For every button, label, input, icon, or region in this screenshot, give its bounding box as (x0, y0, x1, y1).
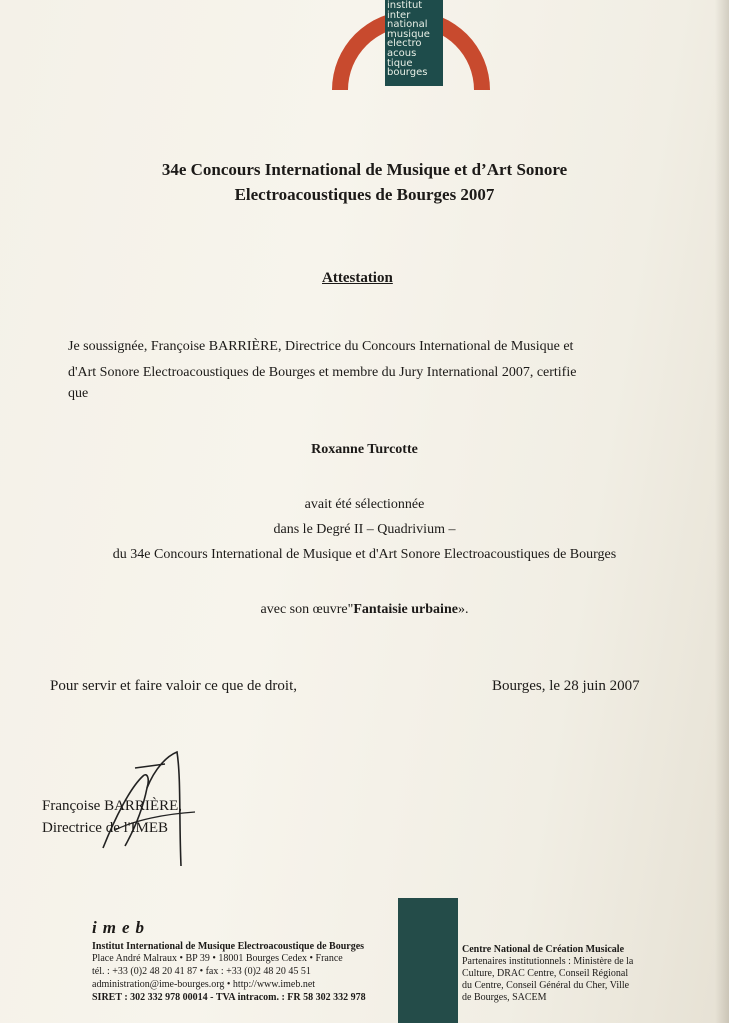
logo-line: tique (387, 57, 413, 69)
selected-line: avait été sélectionnée (304, 497, 425, 512)
logo-line: institut (387, 0, 423, 11)
work-prefix: avec son œuvre" (260, 602, 354, 617)
concours-logo-strip (398, 898, 458, 1023)
work-title: Fantaisie urbaine (353, 602, 458, 617)
footer-left-line: SIRET : 302 332 978 00014 - TVA intracom. : FR 58 302 332 978 (92, 992, 366, 1003)
work-line (0, 602, 729, 618)
body-para-line-3: que (68, 386, 89, 401)
footer-left-line: tél. : +33 (0)2 48 20 41 87 • fax : +33 (0)2 48 20 45 51 (92, 966, 311, 977)
footer-left-line: Institut International de Musique Electroacoustique de Bourges (92, 941, 365, 952)
footer-left-line: Place André Malraux • BP 39 • 18001 Bourges Cedex • France (92, 953, 343, 964)
footer-right-line: du Centre, Conseil Général du Cher, Ville (462, 980, 630, 991)
footer-right-line: de Bourges, SACEM (462, 992, 547, 1003)
footer-right-line: Culture, DRAC Centre, Conseil Régional (462, 968, 629, 979)
degree-line: dans le Degré II – Quadrivium – (273, 522, 456, 537)
footer-left-line: administration@ime-bourges.org • http://www.imeb.net (92, 979, 316, 990)
footer-right-line: Centre National de Création Musicale (462, 944, 625, 955)
logo-line: electro (387, 38, 422, 50)
attestation-title: Attestation (322, 270, 393, 286)
body-para-line-2: d'Art Sonore Electroacoustiques de Bourges et membre du Jury International 2007, certifie (68, 365, 577, 380)
logo-line: musique (387, 28, 430, 40)
header-line-2: Electroacoustiques de Bourges 2007 (234, 185, 495, 204)
signatory-title: Directrice de l'IMEB (42, 820, 168, 836)
signatory-name: Françoise BARRIÈRE, (42, 798, 182, 814)
closing-line: Pour servir et faire valoir ce que de droit, (50, 678, 297, 694)
candidate-name: Roxanne Turcotte (311, 442, 418, 457)
place-date: Bourges, le 28 juin 2007 (492, 678, 640, 694)
contest-line: du 34e Concours International de Musique et d'Art Sonore Electroacoustiques de Bourges (112, 547, 617, 562)
logo-line: bourges (387, 67, 428, 79)
footer-right-line: Partenaires institutionnels : Ministère de la (462, 956, 634, 967)
work-suffix: ». (457, 602, 469, 617)
body-para-line-1: Je soussignée, Françoise BARRIÈRE, Directrice du Concours International de Musique et (68, 339, 574, 354)
header-line-1: 34e Concours International de Musique et d’Art Sonore (161, 160, 568, 179)
imeb-logo-box (385, 0, 443, 86)
footer-brand: imeb (92, 918, 150, 937)
logo-line: acous (387, 47, 417, 59)
logo-line: inter (387, 9, 411, 21)
logo-line: national (387, 19, 428, 31)
